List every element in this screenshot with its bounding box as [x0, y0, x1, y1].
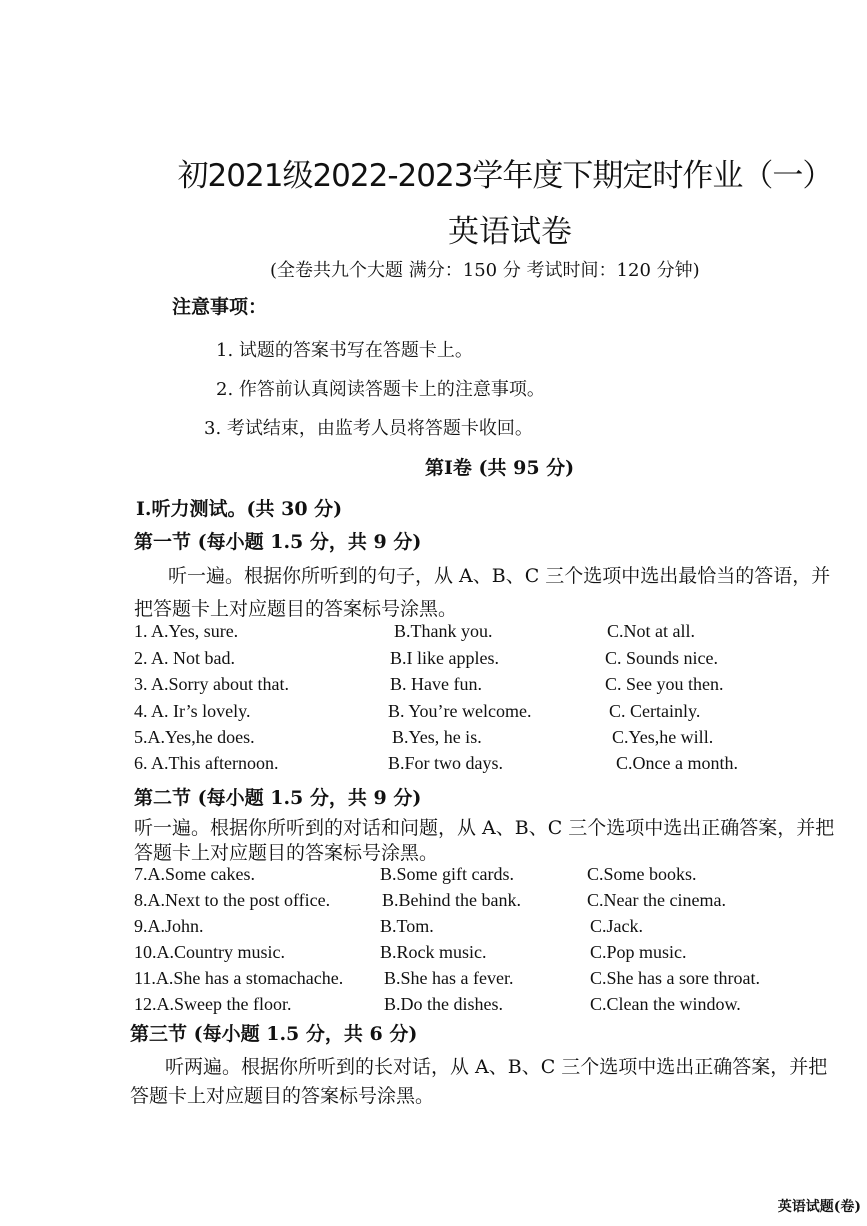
section-1-instruction-line1: 听一遍。根据你所听到的句子，从 A、B、C 三个选项中选出最恰当的答语，并	[168, 565, 831, 587]
section-1-instruction-line2: 把答题卡上对应题目的答案标号涂黑。	[134, 598, 458, 620]
question-10-option-c: C.Pop music.	[590, 942, 687, 962]
question-4-option-c: C. Certainly.	[609, 701, 701, 721]
page-footer-label: 英语试题(卷)	[777, 1199, 861, 1215]
section-3-title: 第三节 (每小题 1.5 分，共 6 分)	[130, 1023, 418, 1045]
question-8-option-a: 8.A.Next to the post office.	[134, 890, 331, 910]
question-1-option-c: C.Not at all.	[607, 621, 695, 641]
section-2-instruction-line2: 答题卡上对应题目的答案标号涂黑。	[134, 842, 439, 864]
exam-info: (全卷共九个大题 满分：150 分 考试时间：120 分钟)	[270, 260, 700, 281]
question-12-option-a: 12.A.Sweep the floor.	[134, 994, 292, 1014]
question-1-option-a: 1. A.Yes, sure.	[134, 621, 239, 641]
question-9-option-a: 9.A.John.	[134, 916, 204, 936]
question-3-option-b: B. Have fun.	[390, 674, 482, 694]
question-9-option-c: C.Jack.	[590, 916, 643, 936]
question-6-option-b: B.For two days.	[388, 753, 504, 773]
notice-item-1: 1. 试题的答案书写在答题卡上。	[216, 340, 473, 361]
question-5-option-a: 5.A.Yes,he does.	[134, 727, 255, 747]
question-8-option-b: B.Behind the bank.	[382, 890, 521, 910]
question-5-option-c: C.Yes,he will.	[612, 727, 714, 747]
notice-item-3: 3. 考试结束，由监考人员将答题卡收回。	[204, 418, 533, 439]
question-10-option-b: B.Rock music.	[380, 942, 487, 962]
exam-subtitle: 英语试卷	[448, 214, 572, 250]
question-3-option-a: 3. A.Sorry about that.	[134, 674, 289, 694]
question-7-option-a: 7.A.Some cakes.	[134, 864, 255, 884]
question-2-option-a: 2. A. Not bad.	[134, 648, 235, 668]
question-6-option-a: 6. A.This afternoon.	[134, 753, 279, 773]
question-12-option-b: B.Do the dishes.	[384, 994, 503, 1014]
section-1-title: 第一节 (每小题 1.5 分，共 9 分)	[134, 531, 422, 553]
question-3-option-c: C. See you then.	[605, 674, 724, 694]
question-9-option-b: B.Tom.	[380, 916, 434, 936]
question-8-option-c: C.Near the cinema.	[587, 890, 726, 910]
question-2-option-b: B.I like apples.	[390, 648, 499, 668]
listening-title: Ⅰ.听力测试。(共 30 分)	[136, 498, 343, 520]
question-12-option-c: C.Clean the window.	[590, 994, 741, 1014]
question-11-option-a: 11.A.She has a stomachache.	[134, 968, 344, 988]
notice-heading: 注意事项：	[172, 296, 268, 318]
part-one-title: 第Ⅰ卷 (共 95 分)	[425, 457, 575, 479]
notice-item-2: 2. 作答前认真阅读答题卡上的注意事项。	[216, 379, 545, 400]
question-1-option-b: B.Thank you.	[394, 621, 493, 641]
question-2-option-c: C. Sounds nice.	[605, 648, 719, 668]
section-3-instruction-line1: 听两遍。根据你所听到的长对话，从 A、B、C 三个选项中选出正确答案，并把	[165, 1056, 828, 1078]
question-5-option-b: B.Yes, he is.	[392, 727, 482, 747]
question-10-option-a: 10.A.Country music.	[134, 942, 285, 962]
question-4-option-b: B. You’re welcome.	[388, 701, 532, 721]
section-2-title: 第二节 (每小题 1.5 分，共 9 分)	[134, 787, 422, 809]
question-4-option-a: 4. A. Ir’s lovely.	[134, 701, 251, 721]
question-11-option-b: B.She has a fever.	[384, 968, 514, 988]
question-7-option-b: B.Some gift cards.	[380, 864, 514, 884]
section-3-instruction-line2: 答题卡上对应题目的答案标号涂黑。	[130, 1085, 435, 1107]
question-11-option-c: C.She has a sore throat.	[590, 968, 760, 988]
section-2-instruction-line1: 听一遍。根据你所听到的对话和问题，从 A、B、C 三个选项中选出正确答案，并把	[134, 817, 835, 839]
question-6-option-c: C.Once a month.	[616, 753, 738, 773]
question-7-option-c: C.Some books.	[587, 864, 697, 884]
exam-title: 初2021级2022-2023学年度下期定时作业（一）	[177, 158, 833, 194]
